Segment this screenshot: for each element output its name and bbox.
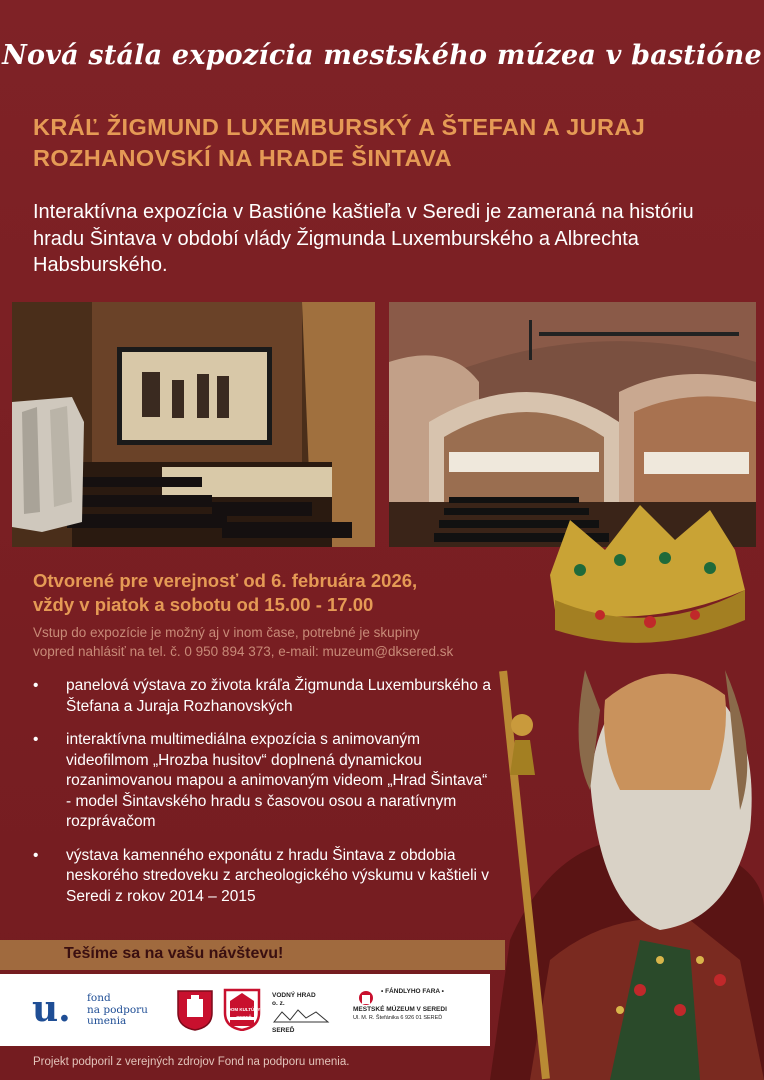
cinema-room-illustration xyxy=(12,302,375,547)
vodny-hrad-line-3: SEREĎ xyxy=(272,1027,295,1034)
visit-note-line-2: vopred nahlásiť na tel. č. 0 950 894 373, e-mail: muzeum@dksered.sk xyxy=(33,644,454,659)
dom-kultury-text: DOM KULTÚRY SEREĎ xyxy=(227,1007,261,1020)
vodny-hrad-line-1: VODNÝ HRAD xyxy=(272,992,316,999)
bullet-icon: • xyxy=(33,731,39,748)
list-item-text: interaktívna multimediálna expozícia s animovaným videofilmom „Hrozba husitov“ doplnená dynamickou rozanimovanou mapou a animovaným videom „Hrad Šintava“ - model Šintavského hradu s časovou osou a naratívnym rozprávačom xyxy=(66,731,488,830)
vodny-hrad-line-2: o. z. xyxy=(272,1000,285,1007)
bullet-icon: • xyxy=(33,846,39,864)
vodny-hrad-logo xyxy=(272,992,330,1035)
visit-note-line-1: Vstup do expozície je možný aj v inom čase, potrebné je skupiny xyxy=(33,625,420,640)
list-item-text: panelová výstava zo života kráľa Žigmunda Luxemburského a Štefana a Juraja Rozhanovských xyxy=(66,677,491,715)
fund-logo-icon: u. xyxy=(32,988,71,1030)
poster-title: Nová stála expozícia mestského múzea v bastióne xyxy=(2,40,762,71)
fund-text-line-1: fond xyxy=(87,992,111,1004)
bullet-icon: • xyxy=(33,677,39,694)
fandly-line-3: Ul. M. R. Štefánika 6 926 01 SEREĎ xyxy=(353,1015,443,1021)
exhibition-features-list xyxy=(33,676,533,920)
list-item xyxy=(33,730,533,833)
sered-coat-of-arms-icon xyxy=(176,989,214,1031)
intro-text: Interaktívna expozícia v Bastióne kaštieľa v Seredi je zameraná na históriu hradu Šintava v období vlády Žigmunda Luxemburského a Albrechta Habsburského. xyxy=(33,201,694,276)
fandly-fara-logo xyxy=(353,988,463,1022)
opening-line-2: vždy v piatok a sobotu od 15.00 - 17.00 xyxy=(33,593,374,615)
exhibition-heading xyxy=(33,112,743,174)
list-item xyxy=(33,676,533,717)
castle-sketch-icon xyxy=(272,1008,330,1024)
funding-note: Projekt podporil z verejných zdrojov Fond na podporu umenia. xyxy=(33,1056,350,1068)
heading-line-1: KRÁĽ ŽIGMUND LUXEMBURSKÝ A ŠTEFAN A JURAJ xyxy=(33,114,646,140)
photo-cinema-room xyxy=(12,302,375,547)
heading-line-2: ROZHANOVSKÍ NA HRADE ŠINTAVA xyxy=(33,145,452,171)
opening-hours xyxy=(33,569,593,616)
fund-logo-text xyxy=(87,993,148,1028)
list-item-text: výstava kamenného exponátu z hradu Šintava z obdobia neskorého stredoveku z archeologického výskumu v kaštieli v Seredi z rokov 2014 – 2015 xyxy=(66,846,490,905)
list-item xyxy=(33,846,533,908)
fund-text-line-2: na podporu xyxy=(87,1003,148,1016)
opening-line-1: Otvorené pre verejnosť od 6. februára 2026, xyxy=(33,570,418,591)
visit-note xyxy=(33,623,593,661)
fandly-line-1: • FÁNDLYHO FARA • xyxy=(381,988,444,995)
fandly-building-icon xyxy=(353,988,379,1006)
welcome-text: Tešíme sa na vašu návštevu! xyxy=(64,945,284,962)
fund-text-line-3: umenia xyxy=(87,1015,127,1027)
fandly-line-2: MESTSKÉ MÚZEUM V SEREDI xyxy=(353,1006,447,1013)
